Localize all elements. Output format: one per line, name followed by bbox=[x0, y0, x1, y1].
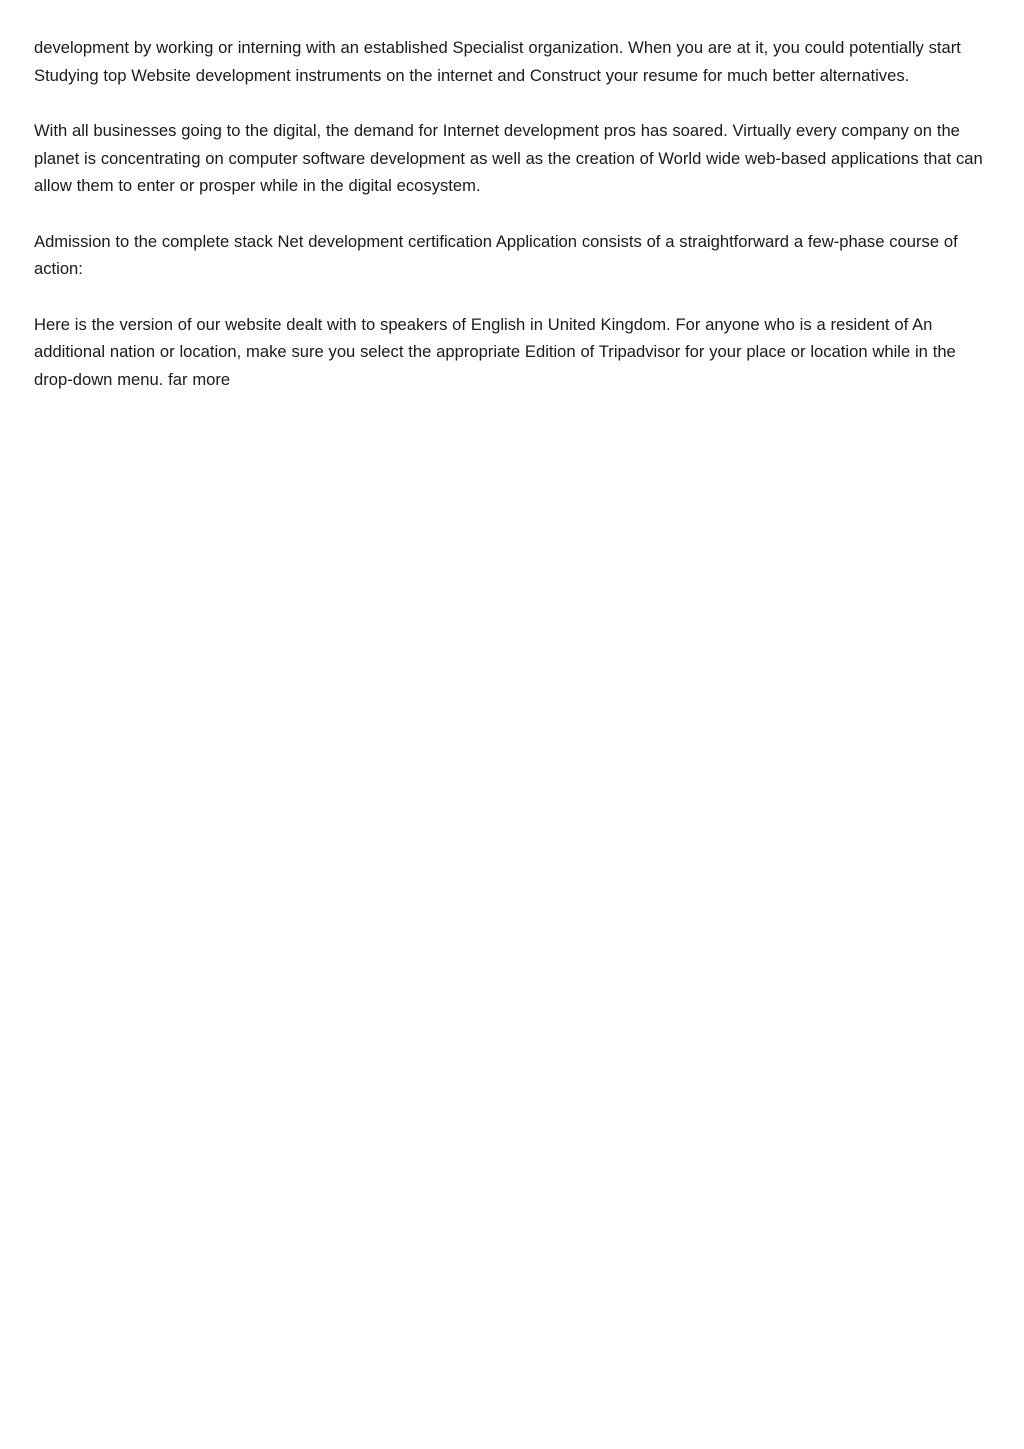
paragraph: With all businesses going to the digital, the demand for Internet development pros has soared. Virtually every company on the planet is concentrating on computer software development as well as the creation of World wide web-based applications that can allow them to enter or prosper while in the digital ecosystem. bbox=[34, 121, 983, 196]
document-body bbox=[34, 34, 984, 393]
paragraph: Admission to the complete stack Net development certification Application consists of a straightforward a few-phase course of action: bbox=[34, 231, 958, 279]
paragraph: Here is the version of our website dealt with to speakers of English in United Kingdom. For anyone who is a resident of An additional nation or location, make sure you select the appropriate Edition of Tripadvisor for your place or location while in the drop-down menu. far more bbox=[34, 314, 956, 389]
paragraph: development by working or interning with an established Specialist organization. When you are at it, you could potentially start Studying top Website development instruments on the internet and Construct your resume for much better alternatives. bbox=[34, 38, 961, 85]
